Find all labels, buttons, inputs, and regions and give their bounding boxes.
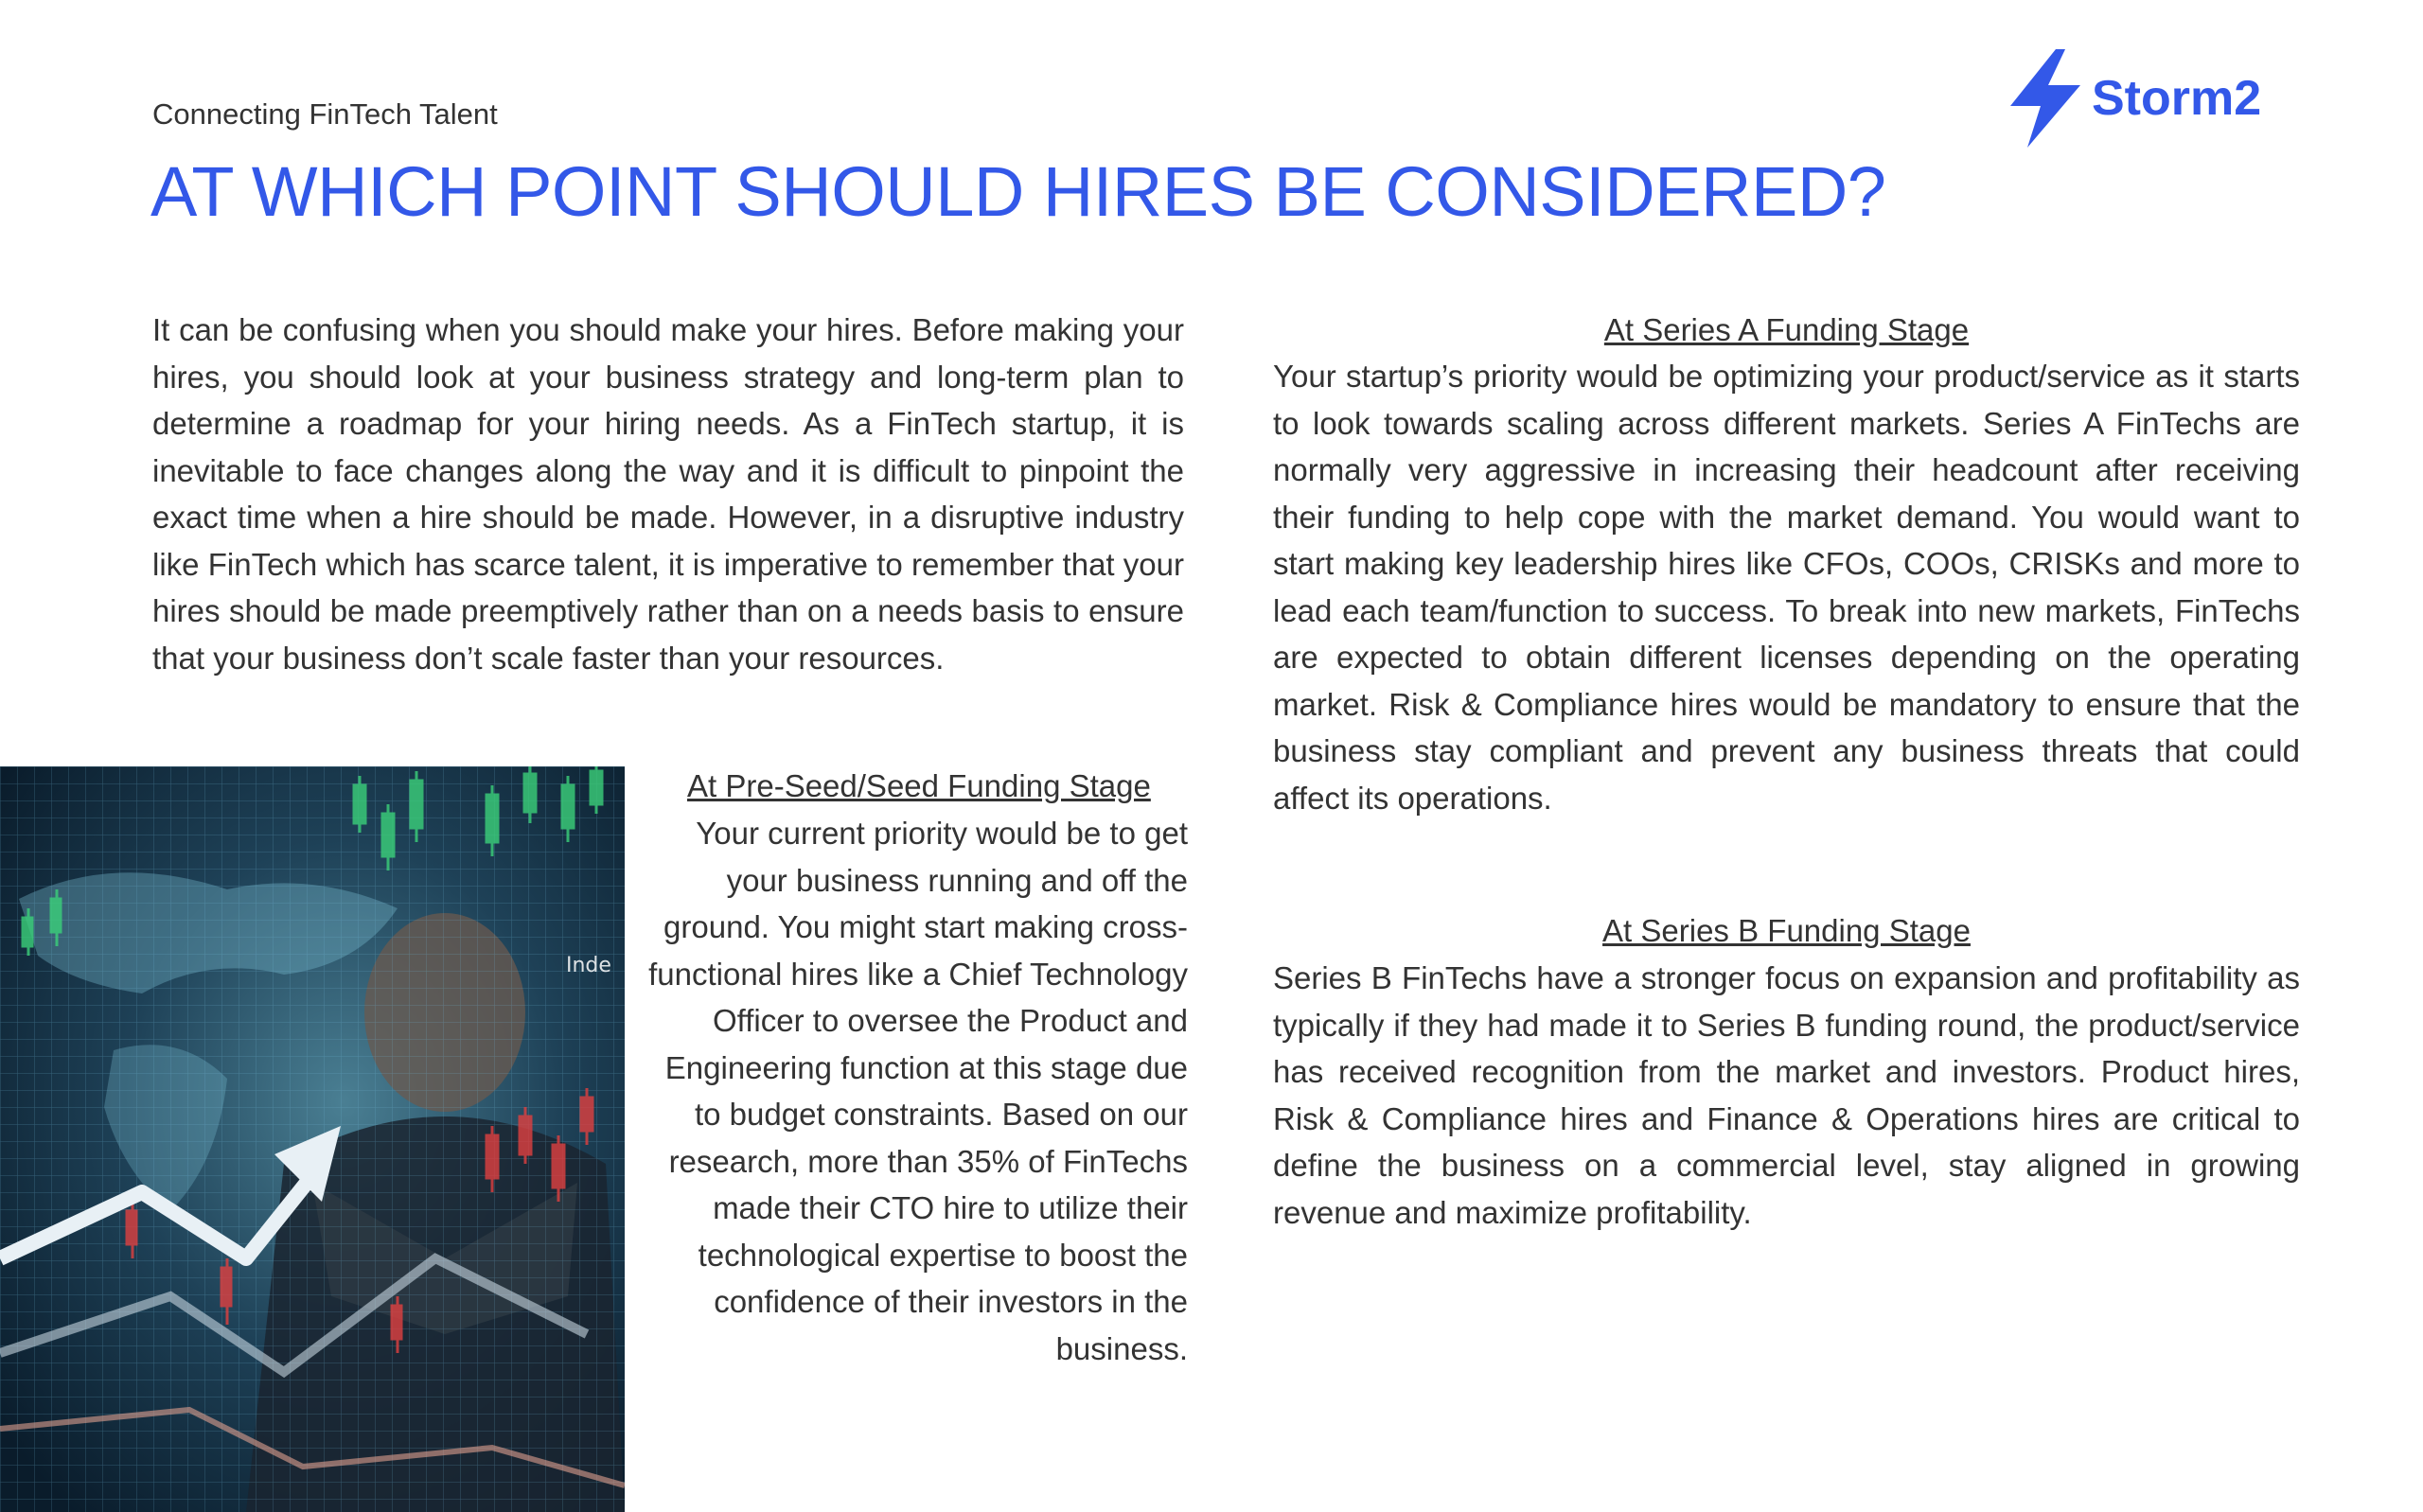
seed-stage-heading: At Pre-Seed/Seed Funding Stage — [687, 768, 1151, 803]
lightning-bolt-icon — [2007, 49, 2084, 148]
tagline: Connecting FinTech Talent — [152, 97, 498, 131]
series-b-heading: At Series B Funding Stage — [1602, 913, 1971, 948]
logo-text: Storm2 — [2092, 71, 2262, 126]
seed-stage-paragraph: Your current priority would be to get your business running and off the ground. You might start making cross-functional hires like a Chief Technology Officer to oversee the Product and Engineering function at this stage due to budget constraints. Based on our research, more than 35% of FinTechs made their CTO hire to utilize their technological expertise to boost the confidence of their investors in the business. — [648, 816, 1188, 1366]
series-b-paragraph: Series B FinTechs have a stronger focus on expansion and profitability as typically if they had made it to Series B funding round, the product/service has received recognition from the market and investors. Product hires, Risk & Compliance hires and Finance & Operations hires are critical to define the business on a commercial level, stay aligned in growing revenue and maximize profitability. — [1273, 960, 2300, 1230]
map-label: Inde — [566, 954, 611, 977]
series-a-heading: At Series A Funding Stage — [1603, 312, 1970, 347]
fintech-hero-image — [0, 766, 625, 1512]
brand-logo — [2007, 49, 2261, 148]
page-title: AT WHICH POINT SHOULD HIRES BE CONSIDERED? — [150, 152, 1886, 231]
intro-paragraph: It can be confusing when you should make your hires. Before making your hires, you should look at your business strategy and long-term plan to determine a roadmap for your hiring needs. As a FinTech startup, it is inevitable to face changes along the way and it is difficult to pinpoint the exact time when a hire should be made. However, in a disruptive industry like FinTech which has scarce talent, it is imperative to remember that your hires should be made preemptively rather than on a needs basis to ensure that your business don’t scale faster than your resources. — [152, 312, 1184, 676]
series-a-paragraph: Your startup’s priority would be optimizing your product/service as it starts to look towards scaling across different markets. Series A FinTechs are normally very aggressive in increasing their headcount after receiving their funding to help cope with the market demand. You would want to start making key leadership hires like CFOs, COOs, CRISKs and more to lead each team/function to success. To break into new markets, FinTechs are expected to obtain different licenses depending on the operating market. Risk & Compliance hires would be mandatory to ensure that the business stay compliant and prevent any business threats that could affect its operations. — [1273, 359, 2300, 816]
